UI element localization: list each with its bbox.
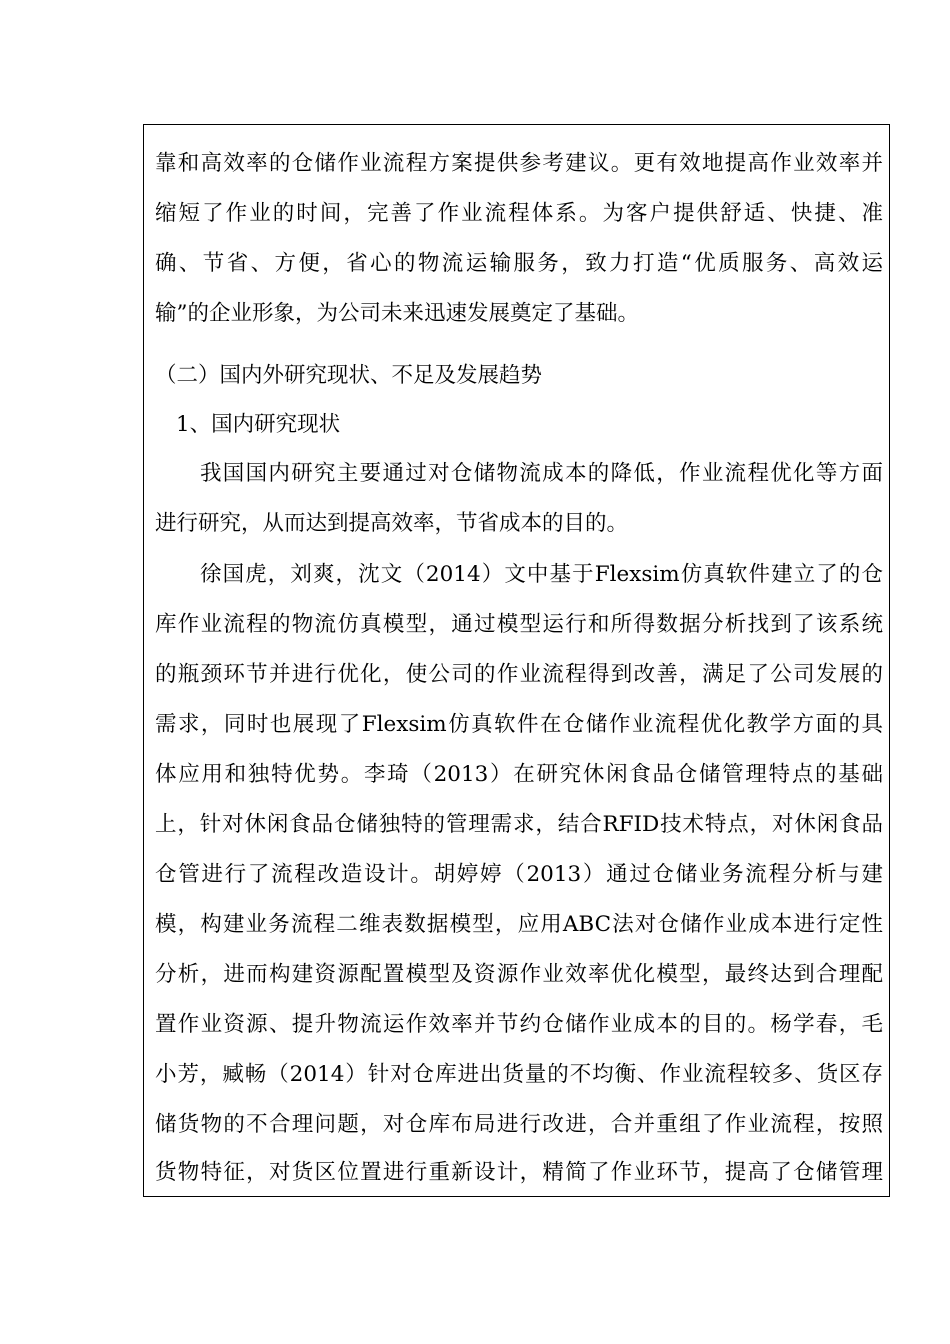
subsection-heading: 1、国内研究现状: [176, 412, 341, 437]
paragraph-line: 置作业资源、提升物流运作效率并节约仓储作业成本的目的。杨学春，毛: [155, 1012, 883, 1037]
paragraph-line: 库作业流程的物流仿真模型，通过模型运行和所得数据分析找到了该系统: [155, 612, 883, 637]
paragraph-line: 储货物的不合理问题，对仓库布局进行改进，合并重组了作业流程，按照: [155, 1112, 883, 1137]
paragraph-line: 确、节省、方便，省心的物流运输服务，致力打造“优质服务、高效运: [155, 251, 883, 276]
paragraph-line: 我国国内研究主要通过对仓储物流成本的降低，作业流程优化等方面: [200, 461, 883, 486]
paragraph-line: 模，构建业务流程二维表数据模型，应用ABC法对仓储作业成本进行定性: [155, 912, 883, 937]
paragraph-line: 需求，同时也展现了Flexsim仿真软件在仓储作业流程优化教学方面的具: [155, 712, 883, 737]
paragraph-line: 进行研究，从而达到提高效率，节省成本的目的。: [155, 511, 629, 536]
paragraph-line: 货物特征，对货区位置进行重新设计，精简了作业环节，提高了仓储管理: [155, 1160, 883, 1185]
paragraph-line: 缩短了作业的时间，完善了作业流程体系。为客户提供舒适、快捷、准: [155, 201, 883, 226]
paragraph-line: 体应用和独特优势。李琦（2013）在研究休闲食品仓储管理特点的基础: [155, 762, 883, 787]
paragraph-line: 仓管进行了流程改造设计。胡婷婷（2013）通过仓储业务流程分析与建: [155, 862, 883, 887]
paragraph-line: 输”的企业形象，为公司未来迅速发展奠定了基础。: [155, 301, 639, 326]
paragraph-line: 小芳，臧畅（2014）针对仓库进出货量的不均衡、作业流程较多、货区存: [155, 1062, 883, 1087]
paragraph-line: 徐国虎，刘爽，沈文（2014）文中基于Flexsim仿真软件建立了的仓: [200, 562, 883, 587]
paragraph-line: 靠和高效率的仓储作业流程方案提供参考建议。更有效地提高作业效率并: [155, 151, 883, 176]
paragraph-line: 分析，进而构建资源配置模型及资源作业效率优化模型，最终达到合理配: [155, 962, 883, 987]
paragraph-line: 上，针对休闲食品仓储独特的管理需求，结合RFID技术特点，对休闲食品: [155, 812, 883, 837]
section-heading: （二）国内外研究现状、不足及发展趋势: [155, 363, 543, 388]
paragraph-line: 的瓶颈环节并进行优化，使公司的作业流程得到改善，满足了公司发展的: [155, 662, 883, 687]
